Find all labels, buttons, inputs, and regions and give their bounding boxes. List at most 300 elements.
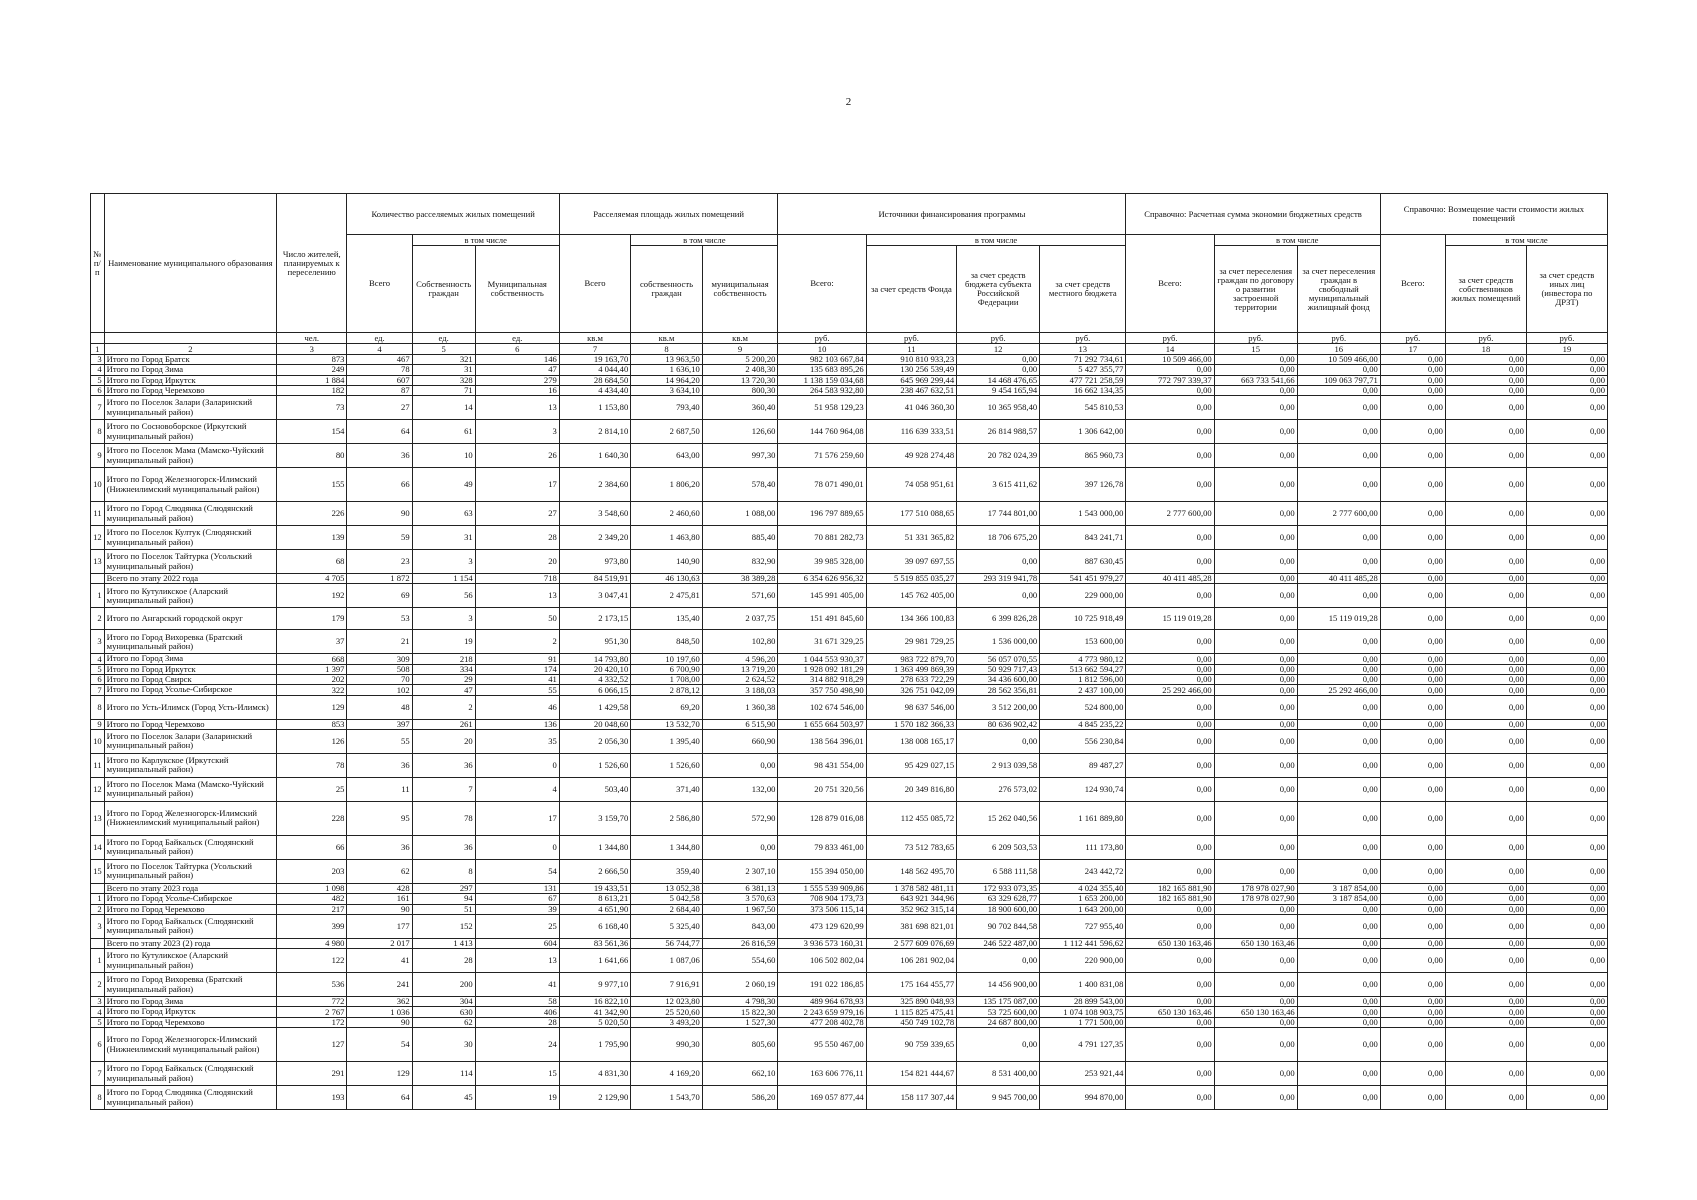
- cell-col-10: 264 583 932,80: [778, 385, 866, 395]
- table-row: [91, 420, 1608, 444]
- cell-col-9: 2 037,75: [702, 608, 778, 630]
- cell-col-13: 5 427 355,77: [1040, 365, 1126, 375]
- cell-col-17: 0,00: [1380, 883, 1445, 893]
- row-name: Итого по Город Черемхово: [104, 904, 276, 914]
- cell-col-11: 158 117 307,44: [866, 1086, 956, 1110]
- cell-col-12: 276 573,02: [957, 777, 1040, 801]
- cell-col-3: 203: [277, 859, 347, 883]
- cell-col-15: 0,00: [1214, 468, 1297, 502]
- cell-col-3: 25: [277, 777, 347, 801]
- cell-col-5: 51: [412, 904, 475, 914]
- cell-col-11: 450 749 102,78: [866, 1017, 956, 1027]
- cell-col-18: 0,00: [1445, 550, 1526, 574]
- unit-cell-6: ед.: [475, 333, 559, 344]
- cell-col-11: 1 115 825 475,41: [866, 1007, 956, 1017]
- cell-col-13: 994 870,00: [1040, 1086, 1126, 1110]
- cell-col-7: 5 020,50: [559, 1017, 630, 1027]
- cell-col-18: 0,00: [1445, 420, 1526, 444]
- cell-col-9: 0,00: [702, 753, 778, 777]
- cell-col-16: 0,00: [1297, 444, 1380, 468]
- cell-col-16: 25 292 466,00: [1297, 685, 1380, 695]
- cell-col-11: 39 097 697,55: [866, 550, 956, 574]
- cell-col-16: 0,00: [1297, 914, 1380, 938]
- cell-col-11: 2 577 609 076,69: [866, 938, 956, 948]
- table-row: [91, 973, 1608, 997]
- cell-col-17: 0,00: [1380, 375, 1445, 385]
- cell-col-9: 2 060,19: [702, 973, 778, 997]
- cell-col-11: 74 058 951,61: [866, 468, 956, 502]
- cell-col-4: 41: [347, 949, 412, 973]
- cell-col-14: 0,00: [1126, 468, 1214, 502]
- cell-col-5: 61: [412, 420, 475, 444]
- cell-col-7: 2 666,50: [559, 859, 630, 883]
- cell-col-3: 179: [277, 608, 347, 630]
- cell-col-12: 135 175 087,00: [957, 997, 1040, 1007]
- cell-col-15: 0,00: [1214, 1062, 1297, 1086]
- cell-col-19: 0,00: [1526, 949, 1607, 973]
- table-row: [91, 584, 1608, 608]
- cell-col-3: 1 397: [277, 664, 347, 674]
- cell-col-14: 0,00: [1126, 1062, 1214, 1086]
- cell-col-8: 140,90: [631, 550, 702, 574]
- cell-col-17: 0,00: [1380, 574, 1445, 584]
- cell-col-18: 0,00: [1445, 1017, 1526, 1027]
- cell-col-9: 1 360,38: [702, 695, 778, 719]
- header-funding-incl: в том числе: [866, 235, 1126, 246]
- cell-col-14: 0,00: [1126, 801, 1214, 835]
- cell-col-4: 64: [347, 1086, 412, 1110]
- cell-col-18: 0,00: [1445, 777, 1526, 801]
- cell-col-5: 328: [412, 375, 475, 385]
- cell-col-6: 25: [475, 914, 559, 938]
- row-name: Итого по Город Байкальск (Слюдянский муниципальный район): [104, 835, 276, 859]
- cell-col-15: 0,00: [1214, 526, 1297, 550]
- cell-col-8: 13 052,38: [631, 883, 702, 893]
- cell-col-9: 997,30: [702, 444, 778, 468]
- row-name: Итого по Город Железногорск-Илимский (Нижнеилимский муниципальный район): [104, 1028, 276, 1062]
- cell-col-14: 0,00: [1126, 654, 1214, 664]
- cell-col-5: 30: [412, 1028, 475, 1062]
- cell-col-6: 26: [475, 444, 559, 468]
- cell-col-11: 154 821 444,67: [866, 1062, 956, 1086]
- cell-col-19: 0,00: [1526, 695, 1607, 719]
- cell-col-6: 279: [475, 375, 559, 385]
- cell-col-8: 1 526,60: [631, 753, 702, 777]
- cell-col-4: 53: [347, 608, 412, 630]
- cell-col-7: 2 129,90: [559, 1086, 630, 1110]
- cell-col-8: 1 806,20: [631, 468, 702, 502]
- cell-col-6: 406: [475, 1007, 559, 1017]
- cell-col-8: 7 916,91: [631, 973, 702, 997]
- cell-col-18: 0,00: [1445, 859, 1526, 883]
- cell-col-9: 2 624,52: [702, 675, 778, 685]
- cell-col-10: 314 882 918,29: [778, 675, 866, 685]
- cell-col-10: 51 958 129,23: [778, 396, 866, 420]
- cell-col-7: 3 047,41: [559, 584, 630, 608]
- cell-col-7: 41 342,90: [559, 1007, 630, 1017]
- cell-col-19: 0,00: [1526, 859, 1607, 883]
- cell-col-4: 48: [347, 695, 412, 719]
- cell-col-11: 381 698 821,01: [866, 914, 956, 938]
- cell-col-9: 13 719,20: [702, 664, 778, 674]
- cell-col-6: 39: [475, 904, 559, 914]
- cell-col-14: 772 797 339,37: [1126, 375, 1214, 385]
- cell-col-18: 0,00: [1445, 729, 1526, 753]
- cell-col-10: 169 057 877,44: [778, 1086, 866, 1110]
- unit-cell-10: руб.: [778, 333, 866, 344]
- cell-col-12: 3 615 411,62: [957, 468, 1040, 502]
- cell-col-3: 68: [277, 550, 347, 574]
- cell-col-11: 645 969 299,44: [866, 375, 956, 385]
- cell-col-11: 5 519 855 035,27: [866, 574, 956, 584]
- cell-col-11: 49 928 274,48: [866, 444, 956, 468]
- cell-col-13: 10 725 918,49: [1040, 608, 1126, 630]
- cell-col-13: 2 437 100,00: [1040, 685, 1126, 695]
- cell-col-18: 0,00: [1445, 664, 1526, 674]
- table-row: [91, 777, 1608, 801]
- cell-col-3: 536: [277, 973, 347, 997]
- cell-col-3: 873: [277, 355, 347, 365]
- row-name: Итого по Город Слюдянка (Слюдянский муниципальный район): [104, 1086, 276, 1110]
- cell-col-14: 0,00: [1126, 753, 1214, 777]
- cell-col-14: 0,00: [1126, 904, 1214, 914]
- resettlement-table-container: [90, 193, 1608, 1110]
- cell-col-6: 41: [475, 675, 559, 685]
- cell-col-19: 0,00: [1526, 526, 1607, 550]
- row-number: [91, 574, 105, 584]
- cell-col-18: 0,00: [1445, 973, 1526, 997]
- table-row: [91, 949, 1608, 973]
- cell-col-13: 253 921,44: [1040, 1062, 1126, 1086]
- column-number-12: 12: [957, 344, 1040, 355]
- column-number-7: 7: [559, 344, 630, 355]
- cell-col-6: 136: [475, 719, 559, 729]
- cell-col-18: 0,00: [1445, 904, 1526, 914]
- header-municipal: Муниципальная собственность: [475, 246, 559, 333]
- row-name: Итого по Город Байкальск (Слюдянский муниципальный район): [104, 914, 276, 938]
- cell-col-11: 352 962 315,14: [866, 904, 956, 914]
- cell-col-9: 3 188,03: [702, 685, 778, 695]
- row-name: Итого по Город Железногорск-Илимский (Нижнеилимский муниципальный район): [104, 468, 276, 502]
- cell-col-10: 128 879 016,08: [778, 801, 866, 835]
- cell-col-16: 0,00: [1297, 777, 1380, 801]
- cell-col-14: 0,00: [1126, 729, 1214, 753]
- cell-col-6: 174: [475, 664, 559, 674]
- row-number: 9: [91, 719, 105, 729]
- row-name: Итого по Город Иркутск: [104, 1007, 276, 1017]
- row-name: Итого по Город Братск: [104, 355, 276, 365]
- cell-col-7: 951,30: [559, 630, 630, 654]
- cell-col-5: 62: [412, 1017, 475, 1027]
- column-numbers-row: [91, 344, 1608, 355]
- row-number: 7: [91, 396, 105, 420]
- cell-col-13: 124 930,74: [1040, 777, 1126, 801]
- cell-col-15: 0,00: [1214, 1028, 1297, 1062]
- column-number-8: 8: [631, 344, 702, 355]
- row-number: 8: [91, 695, 105, 719]
- cell-col-17: 0,00: [1380, 584, 1445, 608]
- cell-col-9: 5 200,20: [702, 355, 778, 365]
- cell-col-4: 161: [347, 894, 412, 904]
- cell-col-6: 91: [475, 654, 559, 664]
- cell-col-6: 41: [475, 973, 559, 997]
- row-name: Итого по Усть-Илимск (Город Усть-Илимск): [104, 695, 276, 719]
- unit-cell-13: руб.: [1040, 333, 1126, 344]
- table-row: [91, 385, 1608, 395]
- row-name: Итого по Город Усолье-Сибирское: [104, 685, 276, 695]
- cell-col-11: 238 467 632,51: [866, 385, 956, 395]
- row-number: 2: [91, 608, 105, 630]
- cell-col-19: 0,00: [1526, 355, 1607, 365]
- cell-col-19: 0,00: [1526, 938, 1607, 948]
- cell-col-13: 1 543 000,00: [1040, 502, 1126, 526]
- cell-col-18: 0,00: [1445, 938, 1526, 948]
- cell-col-5: 28: [412, 949, 475, 973]
- cell-col-8: 10 197,60: [631, 654, 702, 664]
- cell-col-5: 3: [412, 550, 475, 574]
- column-number-18: 18: [1445, 344, 1526, 355]
- row-number: 6: [91, 675, 105, 685]
- cell-col-12: 1 536 000,00: [957, 630, 1040, 654]
- row-number: 12: [91, 526, 105, 550]
- cell-col-12: 8 531 400,00: [957, 1062, 1040, 1086]
- row-number: 6: [91, 1028, 105, 1062]
- cell-col-13: 153 600,00: [1040, 630, 1126, 654]
- cell-col-17: 0,00: [1380, 1086, 1445, 1110]
- row-number: 10: [91, 729, 105, 753]
- cell-col-8: 1 463,80: [631, 526, 702, 550]
- cell-col-10: 70 881 282,73: [778, 526, 866, 550]
- cell-col-5: 321: [412, 355, 475, 365]
- column-number-4: 4: [347, 344, 412, 355]
- cell-col-12: 20 782 024,39: [957, 444, 1040, 468]
- cell-col-8: 793,40: [631, 396, 702, 420]
- cell-col-10: 473 129 620,99: [778, 914, 866, 938]
- column-number-1: 1: [91, 344, 105, 355]
- cell-col-19: 0,00: [1526, 385, 1607, 395]
- cell-col-17: 0,00: [1380, 502, 1445, 526]
- cell-col-15: 0,00: [1214, 584, 1297, 608]
- cell-col-16: 0,00: [1297, 630, 1380, 654]
- cell-col-13: 89 487,27: [1040, 753, 1126, 777]
- cell-col-14: 0,00: [1126, 835, 1214, 859]
- cell-col-19: 0,00: [1526, 468, 1607, 502]
- units-row: [91, 333, 1608, 344]
- unit-cell-5: ед.: [412, 333, 475, 344]
- cell-col-8: 56 744,77: [631, 938, 702, 948]
- cell-col-19: 0,00: [1526, 685, 1607, 695]
- cell-col-7: 20 048,60: [559, 719, 630, 729]
- unit-cell-18: руб.: [1445, 333, 1526, 344]
- cell-col-10: 1 044 553 930,37: [778, 654, 866, 664]
- cell-col-12: 0,00: [957, 949, 1040, 973]
- cell-col-13: 541 451 979,27: [1040, 574, 1126, 584]
- cell-col-6: 0: [475, 753, 559, 777]
- cell-col-16: 0,00: [1297, 1062, 1380, 1086]
- cell-col-5: 31: [412, 365, 475, 375]
- cell-col-11: 278 633 722,29: [866, 675, 956, 685]
- cell-col-5: 334: [412, 664, 475, 674]
- cell-col-11: 20 349 816,80: [866, 777, 956, 801]
- cell-col-8: 2 878,12: [631, 685, 702, 695]
- cell-col-18: 0,00: [1445, 695, 1526, 719]
- cell-col-7: 6 066,15: [559, 685, 630, 695]
- cell-col-4: 2 017: [347, 938, 412, 948]
- cell-col-9: 2 307,10: [702, 859, 778, 883]
- cell-col-10: 102 674 546,00: [778, 695, 866, 719]
- row-number: 6: [91, 385, 105, 395]
- cell-col-10: 163 606 776,11: [778, 1062, 866, 1086]
- cell-col-7: 2 384,60: [559, 468, 630, 502]
- cell-col-19: 0,00: [1526, 375, 1607, 385]
- cell-col-10: 145 991 405,00: [778, 584, 866, 608]
- cell-col-7: 973,80: [559, 550, 630, 574]
- cell-col-4: 102: [347, 685, 412, 695]
- cell-col-19: 0,00: [1526, 675, 1607, 685]
- cell-col-5: 261: [412, 719, 475, 729]
- cell-col-18: 0,00: [1445, 685, 1526, 695]
- cell-col-6: 604: [475, 938, 559, 948]
- cell-col-17: 0,00: [1380, 675, 1445, 685]
- cell-col-12: 9 454 165,94: [957, 385, 1040, 395]
- row-name: Итого по Город Черемхово: [104, 385, 276, 395]
- cell-col-5: 36: [412, 753, 475, 777]
- cell-col-17: 0,00: [1380, 685, 1445, 695]
- cell-col-4: 90: [347, 1017, 412, 1027]
- cell-col-6: 46: [475, 695, 559, 719]
- cell-col-12: 90 702 844,58: [957, 914, 1040, 938]
- unit-cell-8: кв.м: [631, 333, 702, 344]
- cell-col-12: 0,00: [957, 550, 1040, 574]
- cell-col-5: 152: [412, 914, 475, 938]
- cell-col-13: 1 812 596,00: [1040, 675, 1126, 685]
- cell-col-14: 182 165 881,90: [1126, 894, 1214, 904]
- cell-col-16: 15 119 019,28: [1297, 608, 1380, 630]
- cell-col-9: 1 527,30: [702, 1017, 778, 1027]
- cell-col-18: 0,00: [1445, 396, 1526, 420]
- table-row: [91, 695, 1608, 719]
- cell-col-9: 572,90: [702, 801, 778, 835]
- cell-col-4: 309: [347, 654, 412, 664]
- cell-col-17: 0,00: [1380, 801, 1445, 835]
- cell-col-5: 31: [412, 526, 475, 550]
- row-name: Итого по Поселок Тайтурка (Усольский муниципальный район): [104, 859, 276, 883]
- header-residents: Число жителей, планируемых к переселению: [277, 194, 347, 333]
- cell-col-6: 19: [475, 1086, 559, 1110]
- row-name: Итого по Город Железногорск-Илимский (Нижнеилимский муниципальный район): [104, 801, 276, 835]
- cell-col-10: 106 502 802,04: [778, 949, 866, 973]
- cell-col-10: 982 103 667,84: [778, 355, 866, 365]
- cell-col-11: 910 810 933,23: [866, 355, 956, 365]
- cell-col-19: 0,00: [1526, 664, 1607, 674]
- cell-col-17: 0,00: [1380, 904, 1445, 914]
- cell-col-9: 360,40: [702, 396, 778, 420]
- cell-col-4: 129: [347, 1062, 412, 1086]
- cell-col-17: 0,00: [1380, 1017, 1445, 1027]
- cell-col-15: 0,00: [1214, 914, 1297, 938]
- cell-col-15: 0,00: [1214, 685, 1297, 695]
- cell-col-12: 10 365 958,40: [957, 396, 1040, 420]
- cell-col-9: 38 389,28: [702, 574, 778, 584]
- row-name: Итого по Город Черемхово: [104, 719, 276, 729]
- cell-col-7: 83 561,36: [559, 938, 630, 948]
- table-row: [91, 801, 1608, 835]
- cell-col-11: 643 921 344,96: [866, 894, 956, 904]
- cell-col-5: 200: [412, 973, 475, 997]
- cell-col-18: 0,00: [1445, 753, 1526, 777]
- cell-col-10: 3 936 573 160,31: [778, 938, 866, 948]
- cell-col-12: 26 814 988,57: [957, 420, 1040, 444]
- cell-col-13: 1 771 500,00: [1040, 1017, 1126, 1027]
- cell-col-15: 0,00: [1214, 608, 1297, 630]
- header-resettle-free: за счет переселения граждан в свободный муниципальный жилищный фонд: [1297, 246, 1380, 333]
- table-row: [91, 502, 1608, 526]
- cell-col-13: 513 662 594,27: [1040, 664, 1126, 674]
- table-row: [91, 608, 1608, 630]
- cell-col-4: 36: [347, 444, 412, 468]
- cell-col-18: 0,00: [1445, 1062, 1526, 1086]
- cell-col-13: 477 721 258,59: [1040, 375, 1126, 385]
- cell-col-16: 0,00: [1297, 664, 1380, 674]
- row-name: Итого по Город Черемхово: [104, 1017, 276, 1027]
- cell-col-13: 4 845 235,22: [1040, 719, 1126, 729]
- cell-col-17: 0,00: [1380, 938, 1445, 948]
- row-name: Итого по Поселок Залари (Заларинский муниципальный район): [104, 396, 276, 420]
- header-area-incl: в том числе: [631, 235, 778, 246]
- cell-col-10: 489 964 678,93: [778, 997, 866, 1007]
- row-number: 10: [91, 468, 105, 502]
- header-group-compensation: Справочно: Возмещение части стоимости жилых помещений: [1380, 194, 1607, 235]
- cell-col-9: 805,60: [702, 1028, 778, 1062]
- cell-col-18: 0,00: [1445, 914, 1526, 938]
- cell-col-5: 36: [412, 835, 475, 859]
- cell-col-14: 0,00: [1126, 859, 1214, 883]
- cell-col-16: 0,00: [1297, 1028, 1380, 1062]
- cell-col-7: 14 793,80: [559, 654, 630, 664]
- cell-col-17: 0,00: [1380, 526, 1445, 550]
- row-number: 3: [91, 355, 105, 365]
- cell-col-17: 0,00: [1380, 420, 1445, 444]
- cell-col-17: 0,00: [1380, 550, 1445, 574]
- cell-col-11: 326 751 042,09: [866, 685, 956, 695]
- cell-col-6: 15: [475, 1062, 559, 1086]
- table-row: [91, 550, 1608, 574]
- header-name: Наименование муниципального образования: [104, 194, 276, 333]
- cell-col-4: 21: [347, 630, 412, 654]
- cell-col-9: 586,20: [702, 1086, 778, 1110]
- table-row: [91, 685, 1608, 695]
- cell-col-14: 2 777 600,00: [1126, 502, 1214, 526]
- cell-col-5: 304: [412, 997, 475, 1007]
- unit-cell-15: руб.: [1214, 333, 1297, 344]
- cell-col-8: 46 130,63: [631, 574, 702, 584]
- cell-col-19: 0,00: [1526, 777, 1607, 801]
- cell-col-14: 0,00: [1126, 695, 1214, 719]
- cell-col-19: 0,00: [1526, 420, 1607, 444]
- cell-col-13: 1 400 831,08: [1040, 973, 1126, 997]
- cell-col-16: 0,00: [1297, 675, 1380, 685]
- cell-col-4: 59: [347, 526, 412, 550]
- cell-col-10: 1 138 159 034,68: [778, 375, 866, 385]
- row-number: [91, 883, 105, 893]
- cell-col-10: 71 576 259,60: [778, 444, 866, 468]
- header-group-area: Расселяемая площадь жилых помещений: [559, 194, 778, 235]
- cell-col-15: 0,00: [1214, 949, 1297, 973]
- cell-col-12: 15 262 040,56: [957, 801, 1040, 835]
- cell-col-17: 0,00: [1380, 1062, 1445, 1086]
- cell-col-15: 0,00: [1214, 664, 1297, 674]
- cell-col-12: 172 933 073,35: [957, 883, 1040, 893]
